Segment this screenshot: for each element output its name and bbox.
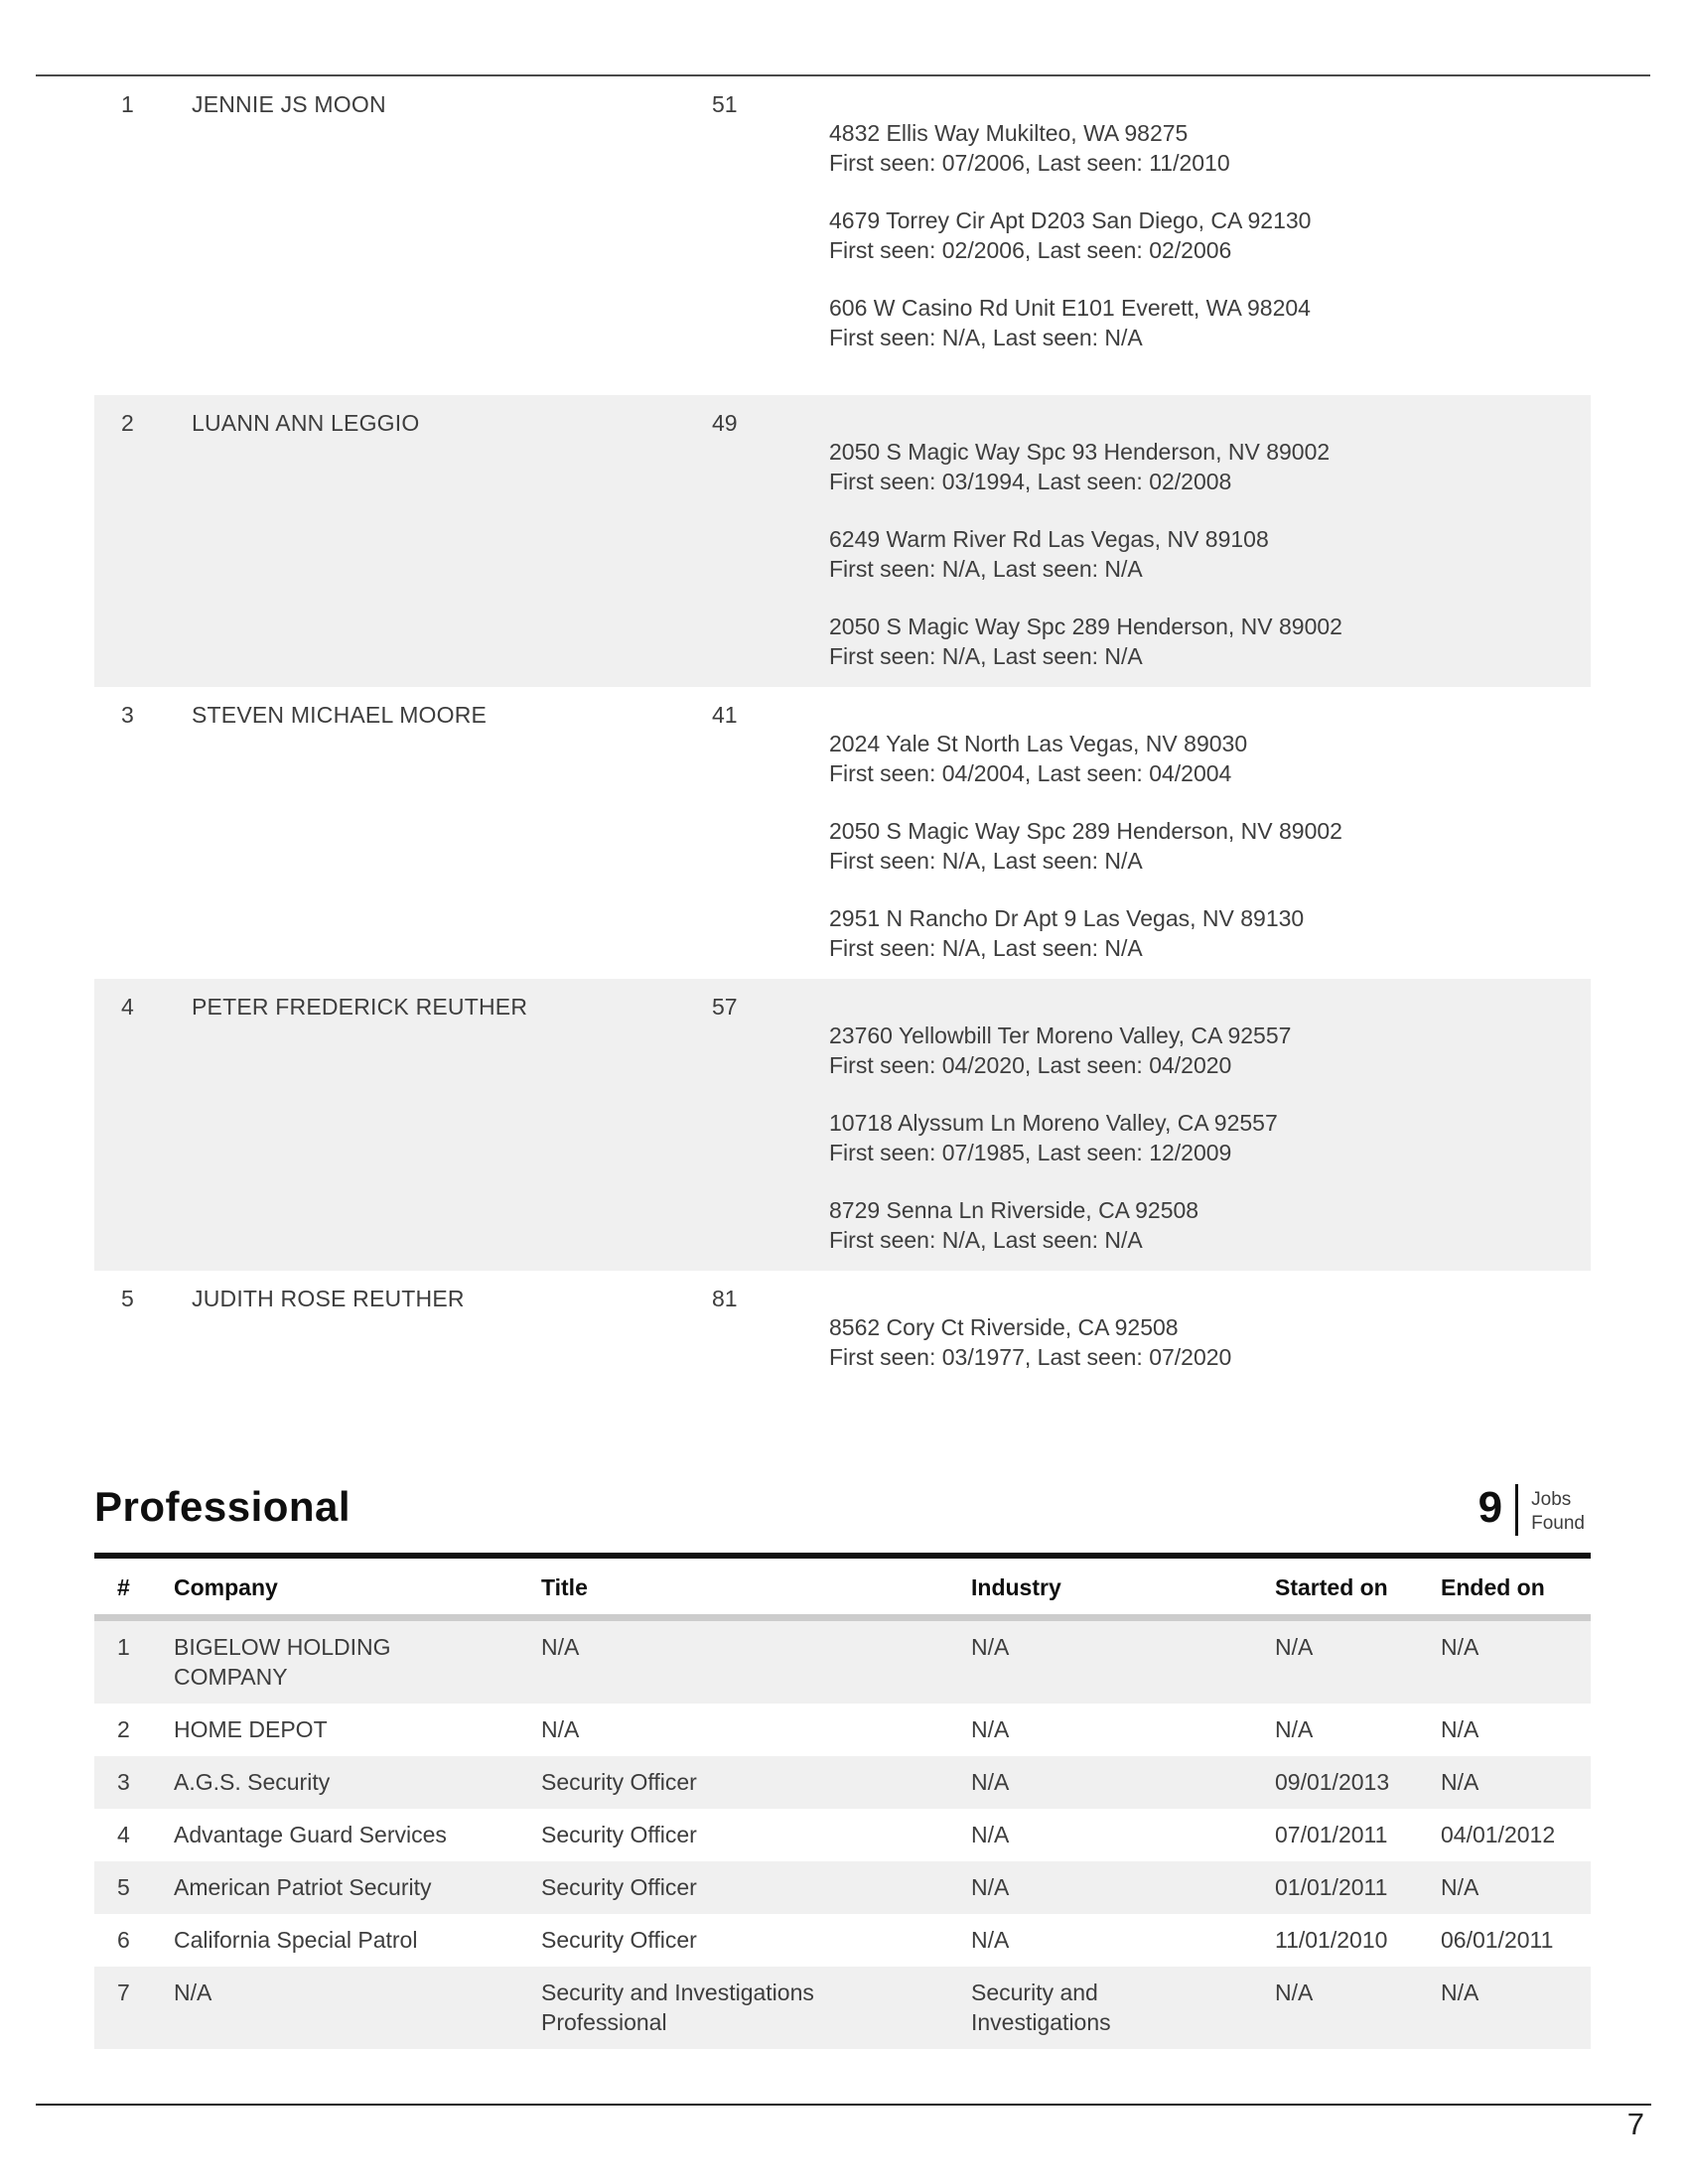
job-industry: N/A xyxy=(971,1874,1010,1900)
address-seen: First seen: 07/1985, Last seen: 12/2009 xyxy=(829,1140,1232,1165)
job-num: 4 xyxy=(117,1822,130,1847)
address-seen: First seen: 03/1994, Last seen: 02/2008 xyxy=(829,469,1232,494)
person-age: 81 xyxy=(712,1286,738,1311)
job-ended: 06/01/2011 xyxy=(1441,1927,1554,1953)
job-ended: 04/01/2012 xyxy=(1441,1822,1556,1847)
address-seen: First seen: 04/2020, Last seen: 04/2020 xyxy=(829,1052,1232,1078)
jobs-count-label: Jobs Found xyxy=(1531,1489,1585,1534)
job-num: 3 xyxy=(117,1769,130,1795)
address-entry xyxy=(829,612,1591,671)
job-started: 11/01/2010 xyxy=(1275,1927,1388,1953)
column-header-title: Title xyxy=(541,1574,588,1600)
address-text: 8562 Cory Ct Riverside, CA 92508 xyxy=(829,1314,1179,1340)
job-row xyxy=(94,1809,1591,1861)
address-seen: First seen: 04/2004, Last seen: 04/2004 xyxy=(829,760,1232,786)
person-age: 49 xyxy=(712,410,738,436)
person-name: PETER FREDERICK REUTHER xyxy=(192,994,528,1020)
person-name: LUANN ANN LEGGIO xyxy=(192,410,420,436)
job-num: 2 xyxy=(117,1716,130,1742)
job-ended: N/A xyxy=(1441,1979,1479,2005)
column-header-ended: Ended on xyxy=(1441,1574,1545,1600)
address-text: 2951 N Rancho Dr Apt 9 Las Vegas, NV 89130 xyxy=(829,905,1305,931)
person-age: 41 xyxy=(712,702,738,728)
address-text: 4832 Ellis Way Mukilteo, WA 98275 xyxy=(829,120,1189,146)
person-age: 51 xyxy=(712,91,738,117)
person-addresses xyxy=(829,1271,1591,1388)
address-entry xyxy=(829,1195,1591,1255)
job-company: BIGELOW HOLDING COMPANY xyxy=(174,1634,391,1690)
job-row xyxy=(94,1621,1591,1704)
job-industry: N/A xyxy=(971,1716,1010,1742)
job-num: 6 xyxy=(117,1927,130,1953)
address-history-list xyxy=(94,76,1591,1388)
column-header-started: Started on xyxy=(1275,1574,1388,1600)
job-row xyxy=(94,1967,1591,2049)
address-seen: First seen: N/A, Last seen: N/A xyxy=(829,556,1143,582)
job-company: N/A xyxy=(174,1979,212,2005)
address-entry xyxy=(829,524,1591,584)
professional-section xyxy=(94,1482,1591,2049)
person-number: 2 xyxy=(121,410,134,436)
job-started: 01/01/2011 xyxy=(1275,1874,1388,1900)
job-started: N/A xyxy=(1275,1716,1314,1742)
person-name: STEVEN MICHAEL MOORE xyxy=(192,702,488,728)
job-company: California Special Patrol xyxy=(174,1927,418,1953)
address-seen: First seen: N/A, Last seen: N/A xyxy=(829,848,1143,874)
job-title: Security Officer xyxy=(541,1822,697,1847)
job-started: 07/01/2011 xyxy=(1275,1822,1388,1847)
address-seen: First seen: N/A, Last seen: N/A xyxy=(829,643,1143,669)
jobs-found-badge xyxy=(1478,1482,1585,1536)
person-addresses xyxy=(829,76,1591,395)
address-entry xyxy=(829,729,1591,788)
address-text: 2050 S Magic Way Spc 289 Henderson, NV 89002 xyxy=(829,614,1342,639)
job-num: 1 xyxy=(117,1634,130,1660)
jobs-table-header xyxy=(94,1559,1591,1621)
job-company: Advantage Guard Services xyxy=(174,1822,447,1847)
job-industry: N/A xyxy=(971,1822,1010,1847)
person-addresses xyxy=(829,395,1591,687)
column-header-num: # xyxy=(117,1574,130,1600)
address-entry xyxy=(829,903,1591,963)
address-text: 2050 S Magic Way Spc 289 Henderson, NV 89002 xyxy=(829,818,1342,844)
job-row xyxy=(94,1914,1591,1967)
job-row xyxy=(94,1756,1591,1809)
job-row xyxy=(94,1704,1591,1756)
job-title: Security and Investigations Professional xyxy=(541,1979,814,2035)
address-text: 4679 Torrey Cir Apt D203 San Diego, CA 92130 xyxy=(829,207,1312,233)
section-title: Professional xyxy=(94,1483,352,1530)
professional-header xyxy=(94,1482,1591,1536)
job-industry: Security and Investigations xyxy=(971,1979,1111,2035)
address-seen: First seen: N/A, Last seen: N/A xyxy=(829,325,1143,350)
person-row xyxy=(94,687,1591,979)
page-bottom-rule xyxy=(36,2104,1651,2106)
person-name: JUDITH ROSE REUTHER xyxy=(192,1286,465,1311)
address-seen: First seen: 02/2006, Last seen: 02/2006 xyxy=(829,237,1232,263)
jobs-count: 9 xyxy=(1477,1483,1503,1532)
person-name: JENNIE JS MOON xyxy=(192,91,386,117)
job-started: N/A xyxy=(1275,1634,1314,1660)
person-age: 57 xyxy=(712,994,738,1020)
column-header-industry: Industry xyxy=(971,1574,1061,1600)
jobs-count-divider xyxy=(1515,1484,1518,1536)
person-row xyxy=(94,979,1591,1271)
job-company: HOME DEPOT xyxy=(174,1716,328,1742)
person-row xyxy=(94,1271,1591,1388)
job-title: Security Officer xyxy=(541,1874,697,1900)
person-addresses xyxy=(829,687,1591,979)
address-entry xyxy=(829,118,1591,178)
job-ended: N/A xyxy=(1441,1634,1479,1660)
address-seen: First seen: 07/2006, Last seen: 11/2010 xyxy=(829,150,1230,176)
address-seen: First seen: N/A, Last seen: N/A xyxy=(829,935,1143,961)
job-ended: N/A xyxy=(1441,1716,1479,1742)
address-entry xyxy=(829,816,1591,876)
job-started: 09/01/2013 xyxy=(1275,1769,1390,1795)
address-seen: First seen: N/A, Last seen: N/A xyxy=(829,1227,1143,1253)
address-entry xyxy=(829,293,1591,352)
column-header-company: Company xyxy=(174,1574,278,1600)
job-ended: N/A xyxy=(1441,1769,1479,1795)
address-text: 6249 Warm River Rd Las Vegas, NV 89108 xyxy=(829,526,1269,552)
page-number: 7 xyxy=(1626,2107,1644,2141)
job-ended: N/A xyxy=(1441,1874,1479,1900)
job-industry: N/A xyxy=(971,1927,1010,1953)
job-title: Security Officer xyxy=(541,1927,697,1953)
address-entry xyxy=(829,1021,1591,1080)
address-text: 8729 Senna Ln Riverside, CA 92508 xyxy=(829,1197,1199,1223)
job-title: N/A xyxy=(541,1634,580,1660)
job-started: N/A xyxy=(1275,1979,1314,2005)
address-text: 2050 S Magic Way Spc 93 Henderson, NV 89002 xyxy=(829,439,1331,465)
job-title: N/A xyxy=(541,1716,580,1742)
person-row xyxy=(94,395,1591,687)
address-text: 606 W Casino Rd Unit E101 Everett, WA 98204 xyxy=(829,295,1311,321)
person-number: 5 xyxy=(121,1286,134,1311)
job-industry: N/A xyxy=(971,1634,1010,1660)
job-num: 5 xyxy=(117,1874,130,1900)
address-text: 2024 Yale St North Las Vegas, NV 89030 xyxy=(829,731,1248,756)
address-text: 23760 Yellowbill Ter Moreno Valley, CA 92557 xyxy=(829,1023,1292,1048)
jobs-table xyxy=(94,1553,1591,2049)
job-title: Security Officer xyxy=(541,1769,697,1795)
address-seen: First seen: 03/1977, Last seen: 07/2020 xyxy=(829,1344,1232,1370)
address-entry xyxy=(829,1108,1591,1167)
job-industry: N/A xyxy=(971,1769,1010,1795)
job-row xyxy=(94,1861,1591,1914)
person-number: 3 xyxy=(121,702,134,728)
address-entry xyxy=(829,1312,1591,1372)
person-addresses xyxy=(829,979,1591,1271)
address-text: 10718 Alyssum Ln Moreno Valley, CA 92557 xyxy=(829,1110,1278,1136)
job-num: 7 xyxy=(117,1979,130,2005)
person-number: 4 xyxy=(121,994,134,1020)
person-number: 1 xyxy=(121,91,134,117)
job-company: A.G.S. Security xyxy=(174,1769,331,1795)
address-entry xyxy=(829,437,1591,496)
job-company: American Patriot Security xyxy=(174,1874,432,1900)
person-row xyxy=(94,76,1591,395)
address-entry xyxy=(829,205,1591,265)
